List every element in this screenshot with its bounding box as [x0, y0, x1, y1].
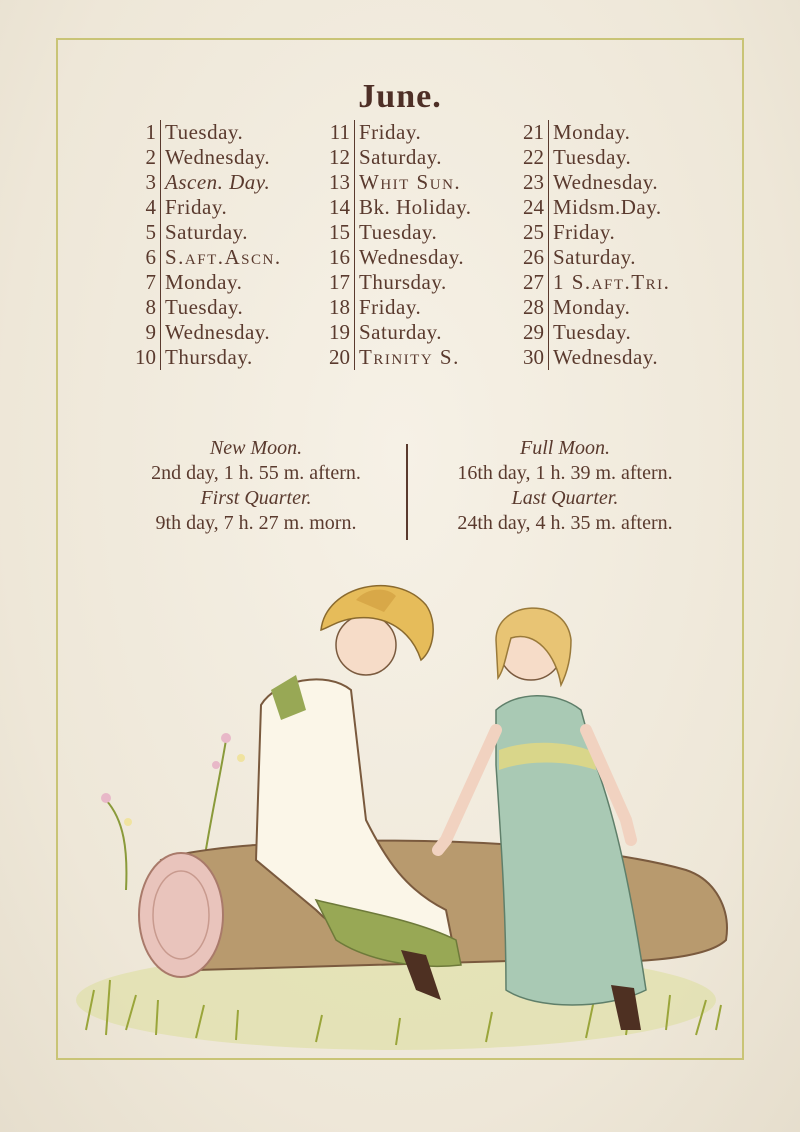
day-row — [122, 220, 282, 245]
days-column-1 — [122, 120, 282, 370]
day-row — [122, 295, 282, 320]
day-row — [122, 245, 282, 270]
new-moon-heading: New Moon. — [209, 437, 303, 459]
day-label: Monday. — [548, 120, 630, 145]
day-number: 2 — [145, 145, 156, 169]
day-number: 10 — [135, 345, 156, 369]
day-label: Wednesday. — [354, 245, 464, 270]
day-label: Midsm.Day. — [548, 195, 662, 220]
day-row — [312, 120, 472, 145]
day-label: Wednesday. — [548, 170, 658, 195]
day-row — [508, 195, 670, 220]
day-row — [122, 120, 282, 145]
day-label: Whit Sun. — [354, 170, 461, 195]
day-label: Saturday. — [548, 245, 636, 270]
day-label: Friday. — [354, 295, 421, 320]
day-number: 15 — [329, 220, 350, 244]
day-row — [312, 245, 472, 270]
day-label: Wednesday. — [548, 345, 658, 370]
day-label: Trinity S. — [354, 345, 460, 370]
day-row — [508, 220, 670, 245]
first-quarter-heading: First Quarter. — [200, 487, 312, 509]
day-label: Monday. — [548, 295, 630, 320]
day-row — [122, 195, 282, 220]
day-number: 17 — [329, 270, 350, 294]
days-column-3 — [508, 120, 670, 370]
day-number: 18 — [329, 295, 350, 319]
moon-phases-left — [108, 436, 404, 536]
full-moon-heading: Full Moon. — [520, 437, 610, 459]
day-row — [312, 345, 472, 370]
day-number: 6 — [145, 245, 156, 269]
day-row — [508, 345, 670, 370]
days-column-2 — [312, 120, 472, 370]
day-row — [508, 145, 670, 170]
day-number: 23 — [523, 170, 544, 194]
day-number: 9 — [145, 320, 156, 344]
day-number: 5 — [145, 220, 156, 244]
day-label: Thursday. — [354, 270, 447, 295]
day-row — [122, 270, 282, 295]
day-number: 30 — [523, 345, 544, 369]
day-number: 8 — [145, 295, 156, 319]
two-girls-illustration — [66, 560, 734, 1050]
last-quarter-heading: Last Quarter. — [511, 487, 619, 509]
day-number: 25 — [523, 220, 544, 244]
day-number: 20 — [329, 345, 350, 369]
day-row — [508, 295, 670, 320]
month-title: June. — [358, 78, 442, 115]
day-number: 26 — [523, 245, 544, 269]
day-row — [508, 270, 670, 295]
day-label: Ascen. Day. — [160, 170, 270, 195]
day-label: Tuesday. — [354, 220, 437, 245]
day-row — [312, 195, 472, 220]
moon-divider — [406, 444, 408, 540]
day-row — [122, 345, 282, 370]
day-label: Saturday. — [354, 145, 442, 170]
day-number: 11 — [329, 120, 350, 144]
day-number: 13 — [329, 170, 350, 194]
day-row — [312, 320, 472, 345]
day-label: Thursday. — [160, 345, 253, 370]
day-label: Monday. — [160, 270, 242, 295]
day-row — [508, 170, 670, 195]
day-label: Bk. Holiday. — [354, 195, 472, 220]
day-number: 16 — [329, 245, 350, 269]
day-row — [312, 220, 472, 245]
new-moon-text: 2nd day, 1 h. 55 m. aftern. — [151, 462, 361, 484]
day-label: 1 S.aft.Tri. — [548, 270, 670, 295]
day-label: Saturday. — [354, 320, 442, 345]
day-number: 29 — [523, 320, 544, 344]
day-number: 3 — [145, 170, 156, 194]
full-moon-text: 16th day, 1 h. 39 m. aftern. — [457, 462, 673, 484]
day-number: 27 — [523, 270, 544, 294]
day-row — [312, 295, 472, 320]
day-row — [122, 170, 282, 195]
day-number: 28 — [523, 295, 544, 319]
day-label: Saturday. — [160, 220, 248, 245]
day-row — [312, 270, 472, 295]
day-label: Friday. — [160, 195, 227, 220]
day-number: 7 — [145, 270, 156, 294]
day-label: Wednesday. — [160, 320, 270, 345]
day-number: 22 — [523, 145, 544, 169]
day-label: Tuesday. — [160, 295, 243, 320]
day-row — [312, 170, 472, 195]
day-label: Friday. — [354, 120, 421, 145]
day-number: 24 — [523, 195, 544, 219]
day-row — [508, 320, 670, 345]
first-quarter-text: 9th day, 7 h. 27 m. morn. — [155, 512, 357, 534]
day-number: 19 — [329, 320, 350, 344]
day-label: Tuesday. — [548, 320, 631, 345]
moon-phases-right — [410, 436, 720, 536]
day-row — [508, 245, 670, 270]
day-label: S.aft.Ascn. — [160, 245, 282, 270]
day-label: Friday. — [548, 220, 615, 245]
day-row — [508, 120, 670, 145]
day-row — [122, 145, 282, 170]
day-label: Wednesday. — [160, 145, 270, 170]
day-number: 1 — [145, 120, 156, 144]
day-number: 21 — [523, 120, 544, 144]
last-quarter-text: 24th day, 4 h. 35 m. aftern. — [457, 512, 673, 534]
day-number: 12 — [329, 145, 350, 169]
day-row — [312, 145, 472, 170]
day-row — [122, 320, 282, 345]
day-number: 4 — [145, 195, 156, 219]
day-label: Tuesday. — [548, 145, 631, 170]
day-label: Tuesday. — [160, 120, 243, 145]
day-number: 14 — [329, 195, 350, 219]
